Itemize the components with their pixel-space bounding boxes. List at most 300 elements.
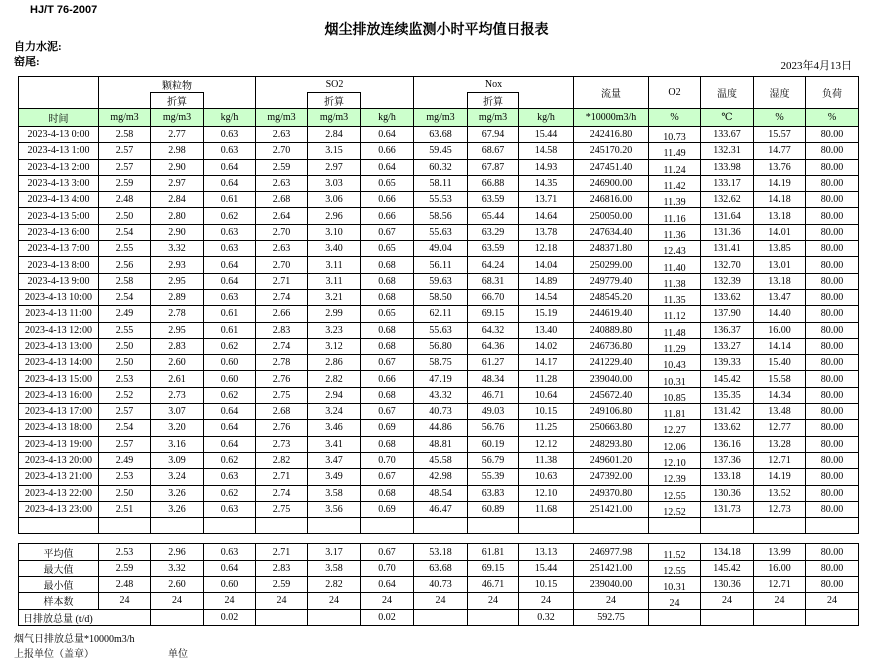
summary-value [649,593,701,609]
o2-value: 12.10 [663,458,686,469]
value-cell: 0.60 [204,371,256,387]
value-cell: 2.59 [99,175,151,191]
o2-value: 12.55 [663,565,686,577]
value-cell: 14.17 [519,355,574,371]
table-row [19,306,859,322]
value-cell: 0.63 [204,469,256,485]
value-cell: 2.97 [151,175,204,191]
table-row [19,436,859,452]
value-cell: 55.53 [414,192,468,208]
o2-value: 10.85 [663,392,686,404]
o2-value: 11.52 [663,549,686,561]
value-cell: 139.33 [701,355,754,371]
summary-value: 12.71 [754,577,806,593]
value-cell: 0.62 [204,387,256,403]
value-cell: 65.44 [468,208,519,224]
value-cell: 2.95 [151,273,204,289]
value-cell: 55.39 [468,469,519,485]
value-cell: 60.89 [468,501,519,517]
value-cell: 59.63 [414,273,468,289]
value-cell: 80.00 [806,306,859,322]
value-cell: 0.64 [204,175,256,191]
value-cell: 64.24 [468,257,519,273]
value-cell: 12.12 [519,436,574,452]
value-cell: 80.00 [806,452,859,468]
summary-value: 24 [99,593,151,609]
value-cell: 64.36 [468,338,519,354]
summary-value: 251421.00 [574,560,649,576]
value-cell: 80.00 [806,257,859,273]
value-cell: 80.00 [806,355,859,371]
value-cell [649,404,701,420]
value-cell: 12.18 [519,241,574,257]
value-cell: 0.63 [204,241,256,257]
time-cell: 2023-4-13 3:00 [19,175,99,191]
value-cell: 0.66 [361,192,414,208]
o2-value: 12.43 [663,246,686,257]
value-cell: 13.78 [519,224,574,240]
summary-value: 0.67 [361,544,414,560]
value-cell [649,192,701,208]
value-cell: 2.55 [99,322,151,338]
value-cell: 2.68 [256,404,308,420]
table-row [19,387,859,403]
value-cell: 15.58 [754,371,806,387]
tables-area [18,76,859,626]
value-cell: 2.61 [151,371,204,387]
value-cell: 0.66 [361,371,414,387]
summary-value: 2.83 [256,560,308,576]
value-cell: 249601.20 [574,452,649,468]
value-cell: 0.67 [361,355,414,371]
o2-value: 11.29 [663,344,686,355]
value-cell [649,355,701,371]
value-cell: 247634.40 [574,224,649,240]
summary-value: 2.59 [99,560,151,576]
value-cell: 48.54 [414,485,468,501]
value-cell: 0.68 [361,338,414,354]
value-cell: 2.99 [308,306,361,322]
value-cell: 80.00 [806,289,859,305]
o2-value: 11.48 [663,327,686,339]
summary-value: 239040.00 [574,577,649,593]
value-cell: 80.00 [806,322,859,338]
summary-value: 80.00 [806,560,859,576]
value-cell: 248371.80 [574,241,649,257]
time-cell: 2023-4-13 8:00 [19,257,99,273]
time-header: 时间 [19,109,99,127]
units-header-row [19,109,859,127]
o2-value: 11.36 [663,229,686,241]
value-cell: 0.65 [361,306,414,322]
table-row [19,452,859,468]
value-cell: 14.19 [754,175,806,191]
column-unit: % [754,109,806,127]
value-cell: 48.81 [414,436,468,452]
o2-value: 11.39 [663,197,686,208]
column-unit: % [806,109,859,127]
station-label: 窑尾: [14,56,40,68]
value-cell: 2.82 [308,371,361,387]
table-row [19,143,859,159]
value-cell: 80.00 [806,224,859,240]
value-cell: 56.79 [468,452,519,468]
column-unit: kg/h [519,109,574,127]
value-cell: 0.64 [204,273,256,289]
value-cell: 66.70 [468,289,519,305]
value-cell: 0.69 [361,501,414,517]
summary-value: 3.32 [151,560,204,576]
value-cell: 2.54 [99,289,151,305]
value-cell: 80.00 [806,127,859,143]
value-cell: 80.00 [806,420,859,436]
value-cell: 2.70 [256,224,308,240]
value-cell: 2.75 [256,387,308,403]
table-row [19,501,859,517]
value-cell: 3.11 [308,257,361,273]
value-cell [649,469,701,485]
value-cell: 12.10 [519,485,574,501]
value-cell: 63.83 [468,485,519,501]
summary-table [18,543,859,625]
value-cell: 14.93 [519,159,574,175]
value-cell: 249370.80 [574,485,649,501]
value-cell: 2.60 [151,355,204,371]
value-cell: 3.40 [308,241,361,257]
value-cell: 2.83 [151,338,204,354]
summary-value: 16.00 [754,560,806,576]
value-cell: 14.58 [519,143,574,159]
summary-value: 2.48 [99,577,151,593]
value-cell: 2.86 [308,355,361,371]
value-cell: 241229.40 [574,355,649,371]
value-cell [649,175,701,191]
value-cell: 63.59 [468,192,519,208]
column-unit: mg/m3 [256,109,308,127]
value-cell: 2.78 [151,306,204,322]
summary-value: 40.73 [414,577,468,593]
value-cell: 2.68 [256,192,308,208]
column-unit: mg/m3 [99,109,151,127]
value-cell: 0.64 [361,127,414,143]
o2-value: 24 [669,598,680,610]
time-cell: 2023-4-13 0:00 [19,127,99,143]
empty-cell [574,518,649,534]
summary-value: 3.58 [308,560,361,576]
value-cell: 14.35 [519,175,574,191]
value-cell: 2.76 [256,420,308,436]
value-cell: 132.31 [701,143,754,159]
value-cell: 0.67 [361,404,414,420]
value-cell: 245672.40 [574,387,649,403]
value-cell: 11.25 [519,420,574,436]
value-cell: 3.15 [308,143,361,159]
value-cell: 2.89 [151,289,204,305]
value-cell: 0.63 [204,224,256,240]
empty-cell [361,518,414,534]
value-cell: 251421.00 [574,501,649,517]
value-cell: 0.67 [361,224,414,240]
value-cell: 245170.20 [574,143,649,159]
table-row [19,241,859,257]
value-cell: 14.02 [519,338,574,354]
value-cell: 2.71 [256,469,308,485]
value-cell: 0.61 [204,306,256,322]
value-cell: 14.01 [754,224,806,240]
value-cell: 80.00 [806,192,859,208]
value-cell: 2.52 [99,387,151,403]
header-temperature: 温度 [701,77,754,109]
value-cell: 15.19 [519,306,574,322]
time-cell: 2023-4-13 7:00 [19,241,99,257]
value-cell: 80.00 [806,469,859,485]
empty-cell [308,518,361,534]
value-cell [649,452,701,468]
value-cell: 247451.40 [574,159,649,175]
value-cell: 246816.00 [574,192,649,208]
blank-cell [204,93,256,109]
o2-value: 11.40 [663,262,686,274]
value-cell: 2.54 [99,224,151,240]
value-cell: 14.77 [754,143,806,159]
value-cell: 63.68 [414,127,468,143]
value-cell: 0.68 [361,257,414,273]
summary-value: 2.82 [308,577,361,593]
value-cell [649,306,701,322]
summary-label: 最大值 [19,560,99,576]
value-cell: 133.62 [701,420,754,436]
summary-value: 15.44 [519,560,574,576]
empty-cell [806,518,859,534]
monitoring-table [18,76,859,534]
value-cell: 0.68 [361,289,414,305]
time-cell: 2023-4-13 20:00 [19,452,99,468]
value-cell: 133.17 [701,175,754,191]
value-cell: 3.21 [308,289,361,305]
value-cell: 2.80 [151,208,204,224]
value-cell: 10.15 [519,404,574,420]
value-cell: 14.64 [519,208,574,224]
value-cell: 2.84 [308,127,361,143]
header-flow: 流量 [574,77,649,109]
time-cell: 2023-4-13 17:00 [19,404,99,420]
value-cell: 3.58 [308,485,361,501]
value-cell: 58.56 [414,208,468,224]
value-cell: 63.29 [468,224,519,240]
time-cell: 2023-4-13 2:00 [19,159,99,175]
summary-value: 10.15 [519,577,574,593]
value-cell: 2.57 [99,143,151,159]
value-cell: 14.18 [754,192,806,208]
value-cell: 2.56 [99,257,151,273]
column-unit: mg/m3 [414,109,468,127]
time-cell: 2023-4-13 14:00 [19,355,99,371]
value-cell: 44.86 [414,420,468,436]
value-cell: 13.52 [754,485,806,501]
value-cell: 2.57 [99,159,151,175]
value-cell: 248293.80 [574,436,649,452]
value-cell: 47.19 [414,371,468,387]
summary-value: 145.42 [701,560,754,576]
blank-cell [99,93,151,109]
company-label: 自力水泥: [14,41,62,53]
table-row [19,208,859,224]
summary-row [19,560,859,576]
column-unit: kg/h [204,109,256,127]
summary-value: 2.53 [99,544,151,560]
summary-row [19,577,859,593]
value-cell: 0.65 [361,241,414,257]
value-cell: 13.48 [754,404,806,420]
value-cell: 2.70 [256,143,308,159]
value-cell [649,501,701,517]
summary-value [649,544,701,560]
value-cell: 145.42 [701,371,754,387]
summary-value: 80.00 [806,544,859,560]
value-cell: 3.23 [308,322,361,338]
value-cell [649,257,701,273]
daily-total-value: 0.02 [361,609,414,625]
value-cell: 56.11 [414,257,468,273]
value-cell: 66.88 [468,175,519,191]
value-cell: 56.76 [468,420,519,436]
value-cell: 0.64 [361,159,414,175]
value-cell: 14.40 [754,306,806,322]
table-row [19,371,859,387]
value-cell: 15.57 [754,127,806,143]
summary-value: 3.17 [308,544,361,560]
value-cell: 46.47 [414,501,468,517]
value-cell [649,420,701,436]
summary-value: 61.81 [468,544,519,560]
value-cell: 11.68 [519,501,574,517]
o2-value: 10.43 [663,360,686,371]
value-cell: 0.68 [361,387,414,403]
value-cell: 59.45 [414,143,468,159]
value-cell: 2.53 [99,371,151,387]
daily-total-value: 0.32 [519,609,574,625]
value-cell: 48.34 [468,371,519,387]
value-cell: 0.63 [204,143,256,159]
summary-label: 样本数 [19,593,99,609]
o2-value: 11.12 [663,311,686,323]
table-gap [18,534,859,543]
value-cell: 133.62 [701,289,754,305]
value-cell: 0.68 [361,436,414,452]
value-cell: 249106.80 [574,404,649,420]
value-cell: 3.49 [308,469,361,485]
table-row [19,469,859,485]
value-cell: 80.00 [806,159,859,175]
summary-value: 24 [308,593,361,609]
empty-cell [19,518,99,534]
value-cell: 132.39 [701,273,754,289]
value-cell: 80.00 [806,143,859,159]
time-cell: 2023-4-13 21:00 [19,469,99,485]
o2-value: 11.16 [663,213,686,225]
value-cell: 14.04 [519,257,574,273]
value-cell [649,485,701,501]
summary-value: 0.60 [204,577,256,593]
value-cell: 2.74 [256,485,308,501]
value-cell: 133.27 [701,338,754,354]
value-cell: 133.98 [701,159,754,175]
time-cell: 2023-4-13 6:00 [19,224,99,240]
value-cell: 3.07 [151,404,204,420]
value-cell: 61.27 [468,355,519,371]
value-cell [649,143,701,159]
value-cell: 246900.00 [574,175,649,191]
empty-cell [414,518,468,534]
value-cell: 16.00 [754,322,806,338]
empty-cell [468,518,519,534]
summary-row [19,593,859,609]
value-cell: 2.50 [99,485,151,501]
value-cell: 2.59 [256,159,308,175]
value-cell: 2.73 [256,436,308,452]
value-cell: 14.89 [519,273,574,289]
value-cell: 0.63 [204,127,256,143]
value-cell: 43.32 [414,387,468,403]
summary-value: 130.36 [701,577,754,593]
value-cell: 2.84 [151,192,204,208]
empty-cell [151,518,204,534]
value-cell: 0.64 [204,257,256,273]
value-cell: 0.64 [204,404,256,420]
value-cell: 2.82 [256,452,308,468]
unit-label: 单位 [168,649,188,660]
value-cell [649,241,701,257]
table-row [19,175,859,191]
value-cell: 131.73 [701,501,754,517]
table-row [19,127,859,143]
empty-cell [99,518,151,534]
value-cell: 60.19 [468,436,519,452]
time-cell: 2023-4-13 11:00 [19,306,99,322]
value-cell: 132.70 [701,257,754,273]
summary-value: 2.96 [151,544,204,560]
value-cell: 56.80 [414,338,468,354]
value-cell [649,322,701,338]
daily-total-value [256,609,308,625]
value-cell: 13.18 [754,273,806,289]
summary-value: 24 [361,593,414,609]
value-cell: 250299.00 [574,257,649,273]
summary-value: 24 [204,593,256,609]
summary-value: 53.18 [414,544,468,560]
value-cell: 2.51 [99,501,151,517]
value-cell: 0.66 [361,208,414,224]
value-cell: 3.24 [151,469,204,485]
time-cell: 2023-4-13 10:00 [19,289,99,305]
value-cell: 3.46 [308,420,361,436]
empty-cell [649,518,701,534]
value-cell: 2.83 [256,322,308,338]
value-cell: 249779.40 [574,273,649,289]
value-cell: 0.70 [361,452,414,468]
o2-value: 11.42 [663,181,686,192]
value-cell [649,208,701,224]
value-cell: 250050.00 [574,208,649,224]
value-cell: 2.49 [99,306,151,322]
value-cell: 246736.80 [574,338,649,354]
value-cell: 13.28 [754,436,806,452]
summary-value: 24 [701,593,754,609]
value-cell [649,224,701,240]
value-cell: 55.63 [414,322,468,338]
value-cell: 40.73 [414,404,468,420]
time-cell: 2023-4-13 9:00 [19,273,99,289]
